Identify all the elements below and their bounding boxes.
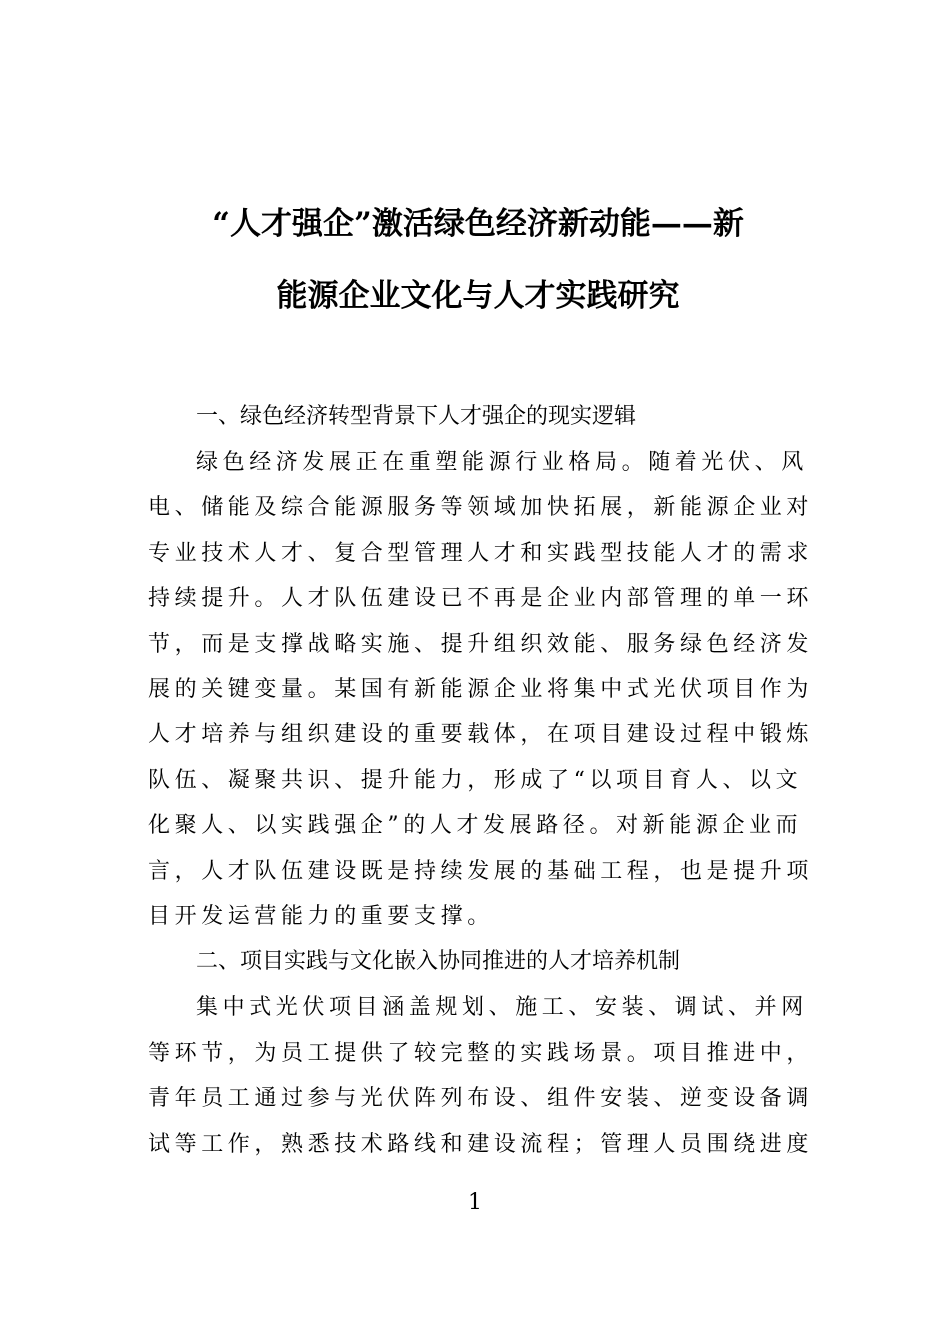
section-1-paragraph <box>148 440 814 939</box>
paragraph-line: 试等工作，熟悉技术路线和建设流程；管理人员围绕进度 <box>148 1131 814 1157</box>
paragraph-line: 绿色经济发展正在重塑能源行业格局。随着光伏、风 <box>196 450 808 475</box>
title-line-1: “人才强企”激活绿色经济新动能——新 <box>212 206 744 242</box>
paragraph-line: 言，人才队伍建设既是持续发展的基础工程，也是提升项 <box>148 858 814 884</box>
paragraph-line: 电、储能及综合能源服务等领域加快拓展，新能源企业对 <box>148 495 814 521</box>
document-title <box>148 188 808 332</box>
paragraph-line: 节，而是支撑战略实施、提升组织效能、服务绿色经济发 <box>148 631 814 657</box>
section-heading-1: 一、绿色经济转型背景下人才强企的现实逻辑 <box>196 404 637 429</box>
paragraph-line: 队伍、凝聚共识、提升能力，形成了“以项目育人、以文 <box>148 767 803 793</box>
title-line-2: 能源企业文化与人才实践研究 <box>276 278 680 314</box>
paragraph-line: 化聚人、以实践强企”的人才发展路径。对新能源企业而 <box>148 813 803 839</box>
paragraph-line: 集中式光伏项目涵盖规划、施工、安装、调试、并网 <box>196 995 808 1021</box>
page-number: 1 <box>468 1190 482 1215</box>
paragraph-line: 专业技术人才、复合型管理人才和实践型技能人才的需求 <box>148 540 814 566</box>
section-heading-2: 二、项目实践与文化嵌入协同推进的人才培养机制 <box>196 949 681 975</box>
paragraph-line: 等环节，为员工提供了较完整的实践场景。项目推进中， <box>148 1040 814 1066</box>
paragraph-line: 目开发运营能力的重要支撑。 <box>148 904 494 930</box>
paragraph-line: 青年员工通过参与光伏阵列布设、组件安装、逆变设备调 <box>148 1086 814 1112</box>
document-body <box>148 394 814 1167</box>
section-2-paragraph <box>148 985 814 1167</box>
paragraph-line: 展的关键变量。某国有新能源企业将集中式光伏项目作为 <box>148 677 814 703</box>
paragraph-line: 人才培养与组织建设的重要载体，在项目建设过程中锻炼 <box>148 722 814 748</box>
paragraph-line: 持续提升。人才队伍建设已不再是企业内部管理的单一环 <box>148 586 814 612</box>
